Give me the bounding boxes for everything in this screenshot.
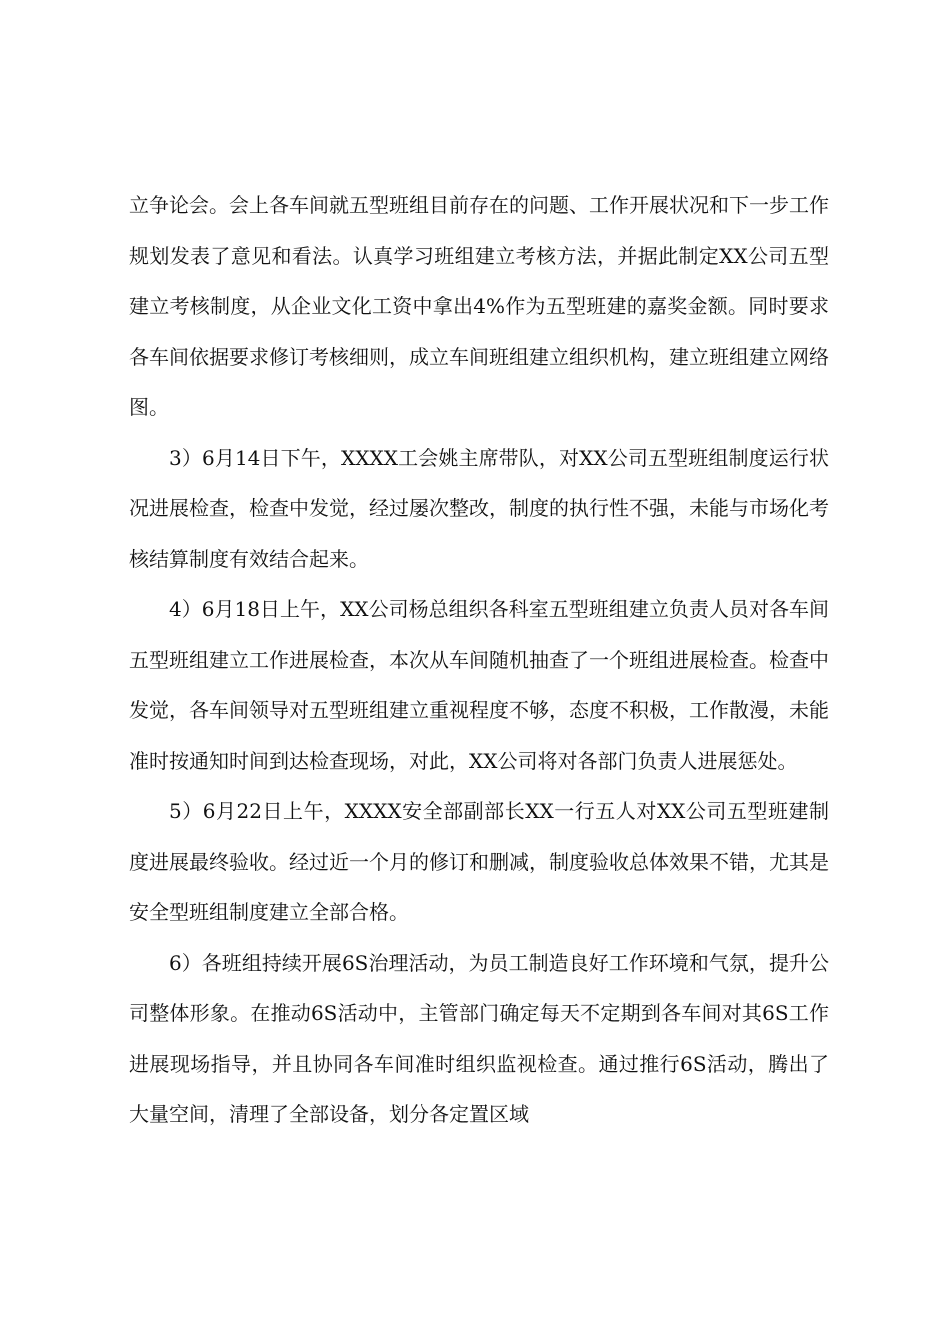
paragraph-item-6: 6）各班组持续开展6S治理活动，为员工制造良好工作环境和气氛，提升公司整体形象。在推动6S活动中，主管部门确定每天不定期到各车间对其6S工作进展现场指导，并且协同各车间准时组织监视检查。通过推行6S活动，腾出了大量空间，清理了全部设备，划分各定置区域 xyxy=(129,950,829,1126)
paragraph-item-5: 5）6月22日上午，XXXX安全部副部长XX一行五人对XX公司五型班建制度进展最终验收。经过近一个月的修订和删减，制度验收总体效果不错，尤其是安全型班组制度建立全部合格。 xyxy=(129,799,829,924)
paragraph-item-4: 4）6月18日上午，XX公司杨总组织各科室五型班组建立负责人员对各车间五型班组建立工作进展检查，本次从车间随机抽查了一个班组进展检查。检查中发觉，各车间领导对五型班组建立重视程度不够，态度不积极，工作散漫，未能准时按通知时间到达检查现场，对此，XX公司将对各部门负责人进展惩处。 xyxy=(129,597,829,773)
paragraph-meeting-summary: 立争论会。会上各车间就五型班组目前存在的问题、工作开展状况和下一步工作规划发表了意见和看法。认真学习班组建立考核方法，并据此制定XX公司五型建立考核制度，从企业文化工资中拿出4%作为五型班建的嘉奖金额。同时要求各车间依据要求修订考核细则，成立车间班组建立组织机构，建立班组建立网络图。 xyxy=(129,193,829,419)
paragraph-item-3: 3）6月14日下午，XXXX工会姚主席带队，对XX公司五型班组制度运行状况进展检查，检查中发觉，经过屡次整改，制度的执行性不强，未能与市场化考核结算制度有效结合起来。 xyxy=(129,445,829,571)
document-body xyxy=(129,180,829,1140)
